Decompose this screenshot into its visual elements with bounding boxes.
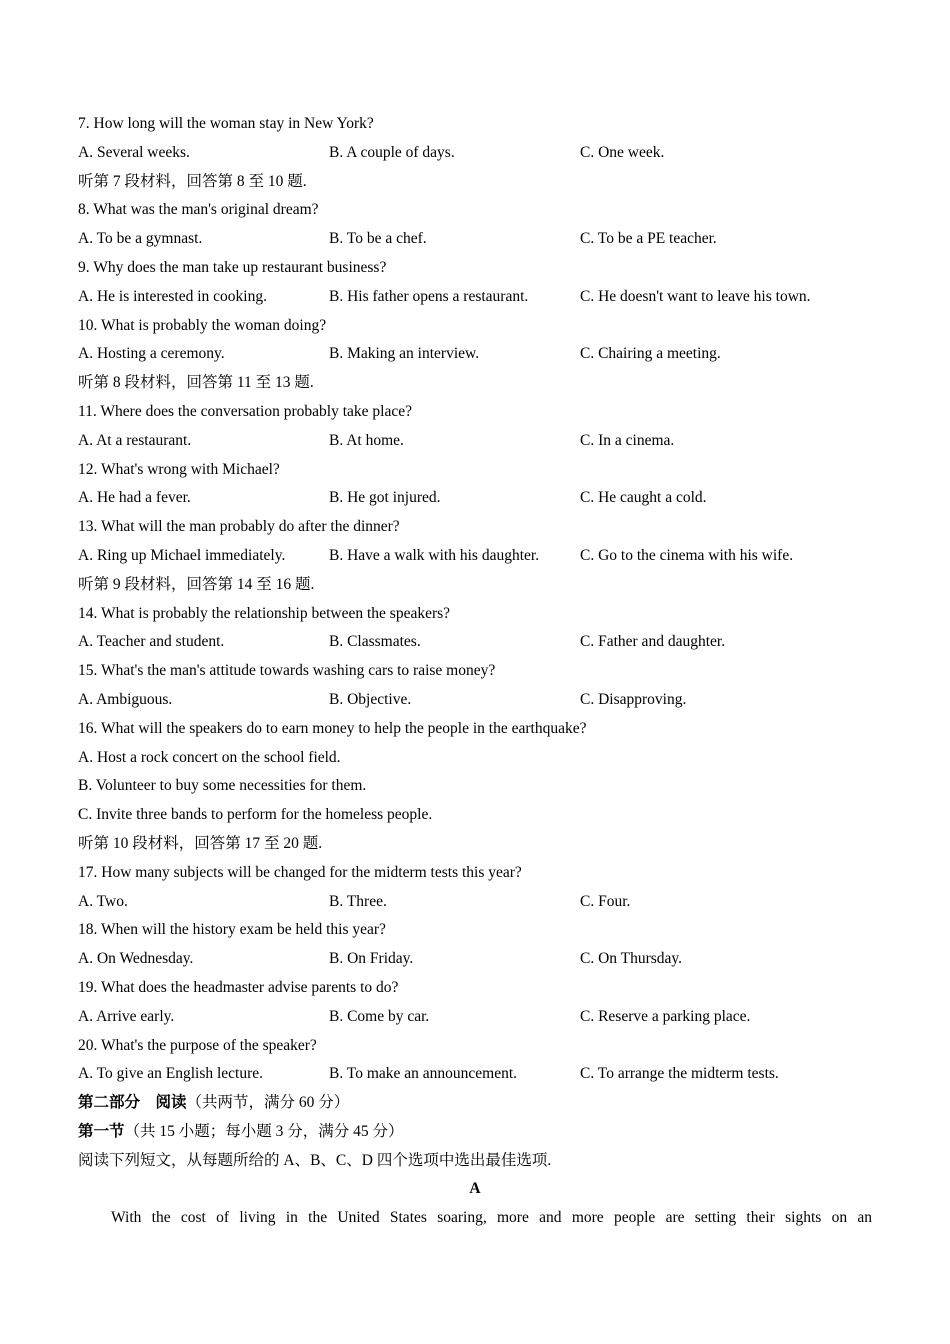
answer-option: A. He had a fever. (78, 489, 191, 507)
option-row (78, 225, 872, 254)
answer-option: A. Ring up Michael immediately. (78, 546, 286, 564)
answer-option: C. To be a PE teacher. (580, 230, 717, 248)
question-text: 15. What's the man's attitude towards washing cars to raise money? (78, 662, 496, 680)
question-text: 18. When will the history exam be held this year? (78, 921, 386, 939)
answer-option: A. Two. (78, 892, 128, 910)
answer-option: B. His father opens a restaurant. (329, 287, 529, 305)
exam-content (78, 110, 872, 1233)
question-text: A. Host a rock concert on the school field. (78, 748, 341, 766)
answer-option: B. Objective. (329, 690, 412, 708)
answer-option: A. Arrive early. (78, 1007, 175, 1025)
answer-option: C. Disapproving. (580, 690, 687, 708)
question-text: 8. What was the man's original dream? (78, 201, 319, 219)
question-text: B. Volunteer to buy some necessities for them. (78, 777, 367, 795)
option-row (78, 283, 872, 312)
answer-option: C. In a cinema. (580, 431, 675, 449)
question-text: 16. What will the speakers do to earn money to help the people in the earthquake? (78, 719, 587, 737)
section-heading-title: 第一节 (78, 1122, 125, 1140)
question-text: C. Invite three bands to perform for the homeless people. (78, 806, 433, 824)
answer-option: C. He caught a cold. (580, 489, 707, 507)
answer-option: A. On Wednesday. (78, 950, 194, 968)
answer-option: B. To be a chef. (329, 230, 427, 248)
answer-option: A. Ambiguous. (78, 690, 173, 708)
option-row (78, 484, 872, 513)
answer-option: C. To arrange the midterm tests. (580, 1065, 779, 1083)
question-text: 11. Where does the conversation probably take place? (78, 402, 412, 420)
section-heading-note: （共 15 小题；每小题 3 分，满分 45 分） (124, 1122, 404, 1140)
answer-option: B. A couple of days. (329, 143, 455, 161)
option-row (78, 888, 872, 917)
answer-option: B. Three. (329, 892, 387, 910)
answer-option: A. Hosting a ceremony. (78, 345, 225, 363)
question-text: 19. What does the headmaster advise parents to do? (78, 978, 399, 996)
option-row (78, 427, 872, 456)
instruction-text: 阅读下列短文，从每题所给的 A、B、C、D 四个选项中选出最佳选项. (78, 1151, 552, 1169)
instruction-text: 听第 8 段材料，回答第 11 至 13 题. (78, 374, 314, 392)
answer-option: B. Have a walk with his daughter. (329, 546, 540, 564)
answer-option: C. Four. (580, 892, 631, 910)
answer-option: B. Making an interview. (329, 345, 480, 363)
answer-option: A. Several weeks. (78, 143, 190, 161)
answer-option: A. At a restaurant. (78, 431, 192, 449)
answer-option: C. Reserve a parking place. (580, 1007, 751, 1025)
question-text: 7. How long will the woman stay in New York? (78, 115, 374, 132)
instruction-text: 听第 7 段材料，回答第 8 至 10 题. (78, 172, 307, 190)
option-row (78, 628, 872, 657)
option-row (78, 1003, 872, 1032)
answer-option: B. To make an announcement. (329, 1065, 518, 1083)
answer-option: A. He is interested in cooking. (78, 287, 267, 305)
answer-option: C. Chairing a meeting. (580, 345, 721, 363)
section-heading-title: 第二部分 阅读 (78, 1094, 187, 1112)
answer-option: B. Classmates. (329, 633, 421, 651)
question-text: 9. Why does the man take up restaurant business? (78, 258, 387, 276)
answer-option: A. To give an English lecture. (78, 1065, 264, 1083)
answer-option: A. To be a gymnast. (78, 230, 203, 248)
question-text: 17. How many subjects will be changed for the midterm tests this year? (78, 863, 522, 881)
answer-option: B. He got injured. (329, 489, 441, 507)
instruction-text: 听第 9 段材料，回答第 14 至 16 题. (78, 575, 315, 593)
answer-option: A. Teacher and student. (78, 633, 225, 651)
question-text: 12. What's wrong with Michael? (78, 460, 280, 478)
option-row (78, 1060, 872, 1089)
section-heading-note: （共两节，满分 60 分） (186, 1094, 350, 1112)
answer-option: C. Father and daughter. (580, 633, 726, 651)
option-row (78, 542, 872, 571)
answer-option: C. Go to the cinema with his wife. (580, 546, 794, 564)
passage-paragraph: With the cost of living in the United States soaring, more and more people are setting their sights on an (111, 1209, 872, 1227)
answer-option: B. Come by car. (329, 1007, 430, 1025)
instruction-text: 听第 10 段材料，回答第 17 至 20 题. (78, 834, 323, 852)
answer-option: B. At home. (329, 431, 404, 449)
answer-option: C. He doesn't want to leave his town. (580, 287, 811, 305)
answer-option: C. One week. (580, 143, 665, 161)
answer-option: C. On Thursday. (580, 950, 683, 968)
question-text: 20. What's the purpose of the speaker? (78, 1036, 317, 1054)
answer-option: B. On Friday. (329, 950, 414, 968)
question-text: 13. What will the man probably do after the dinner? (78, 518, 400, 536)
option-row (78, 139, 872, 168)
passage-title: A (469, 1180, 481, 1198)
section-heading (78, 1118, 872, 1147)
question-text: 10. What is probably the woman doing? (78, 316, 327, 334)
option-row (78, 945, 872, 974)
option-row (78, 686, 872, 715)
option-row (78, 340, 872, 369)
section-heading (78, 1089, 872, 1118)
question-text: 14. What is probably the relationship between the speakers? (78, 604, 451, 622)
